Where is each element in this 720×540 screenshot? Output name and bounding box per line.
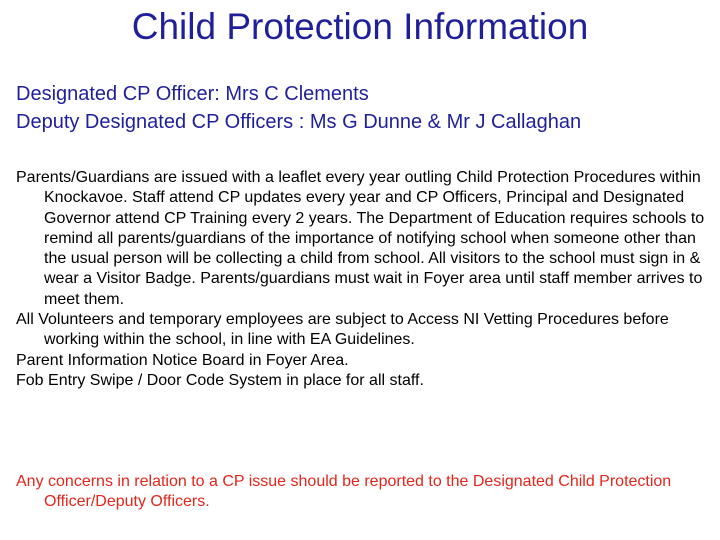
concerns-notice: Any concerns in relation to a CP issue should be reported to the Designated Child Protection Officer/Deputy Officers. bbox=[16, 473, 672, 511]
designated-officer-label: Designated CP Officer: bbox=[16, 83, 226, 105]
paragraph-fob-entry: Fob Entry Swipe / Door Code System in place for all staff. bbox=[16, 371, 424, 389]
cp-information-body bbox=[16, 168, 716, 391]
deputy-officers-line bbox=[16, 108, 716, 136]
paragraph-notice-board: Parent Information Notice Board in Foyer Area. bbox=[16, 351, 349, 369]
designated-officer-line bbox=[16, 80, 716, 108]
paragraph-vetting: All Volunteers and temporary employees are subject to Access NI Vetting Procedures before working within the school, in line with EA Guidelines. bbox=[16, 311, 669, 349]
page-title: Child Protection Information bbox=[131, 6, 589, 47]
cp-officers-block bbox=[16, 80, 716, 136]
deputy-officers-names: Ms G Dunne & Mr J Callaghan bbox=[309, 111, 582, 133]
paragraph-procedures: Parents/Guardians are issued with a leaflet every year outling Child Protection Procedures within Knockavoe. Staff attend CP updates every year and CP Officers, Principal and Designated Governor attend CP Training every 2 years. The Department of Education requires schools to remind all parents/guardians of the importance of notifying school when someone other than the usual person will be collecting a child from school. All visitors to the school must sign in & wear a Visitor Badge. Parents/guardians must wait in Foyer area until staff member arrives to meet them. bbox=[16, 169, 705, 308]
designated-officer-name: Mrs C Clements bbox=[225, 83, 369, 105]
deputy-officers-label: Deputy Designated CP Officers : bbox=[16, 111, 310, 133]
